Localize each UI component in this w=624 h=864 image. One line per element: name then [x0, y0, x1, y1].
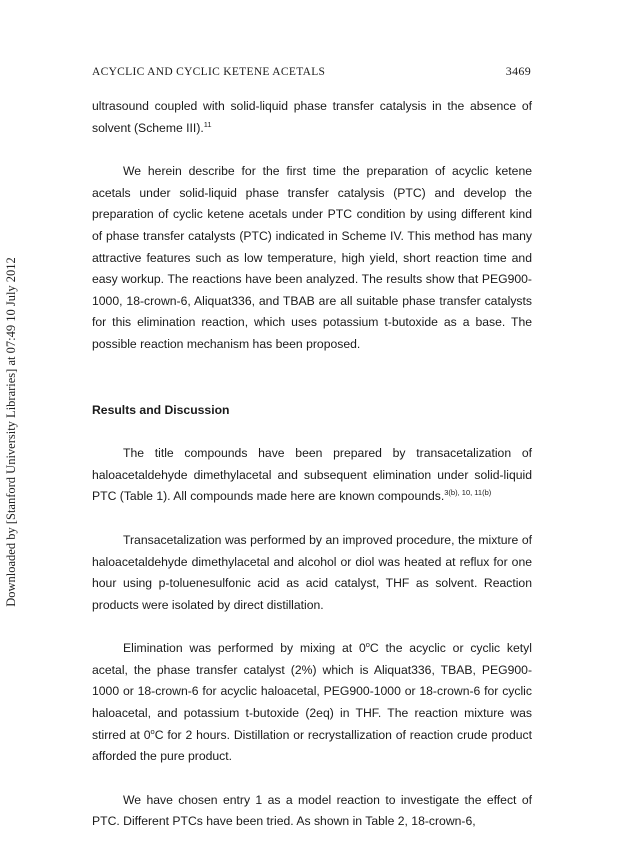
title-compounds-text: The title compounds have been prepared by transacetalization of haloacetaldehyde dimethylacetal and subsequent elimination under solid-liquid PTC (Table 1). All compounds made here are known compounds.: [92, 446, 532, 504]
article-body: [92, 96, 532, 833]
intro-paragraph: [92, 96, 532, 139]
degree-mark: o: [150, 726, 155, 736]
elim-text-c: C for 2 hours. Distillation or recrystallization of reaction crude product afforded the pure product.: [92, 727, 533, 764]
transacetalization-paragraph: Transacetalization was performed by an improved procedure, the mixture of haloacetaldehyde dimethylacetal and alcohol or diol was heated at reflux for one hour using p-toluenesulfonic acid as acid catalyst, THF as solvent. Reaction products were isolated by direct distillation.: [92, 532, 532, 612]
download-watermark: Downloaded by [Stanford University Libraries] at 07:49 10 July 2012: [4, 257, 18, 607]
running-header: [92, 64, 531, 79]
section-heading: Results and Discussion: [92, 402, 230, 417]
elim-text-b: C the acyclic or cyclic ketyl acetal, the phase transfer catalyst (2%) which is Aliquat336, TBAB, PEG900-1000 or 18-crown-6 for acyclic haloacetal, PEG900-1000 or 18-crown-6 for cyclic haloacetal, and potassium t-butoxide (2eq) in THF. The reaction mixture was stirred at 0: [92, 641, 532, 742]
describe-paragraph: We herein describe for the first time the preparation of acyclic ketene acetals under solid-liquid phase transfer catalysis (PTC) and develop the preparation of cyclic ketene acetals under PTC condition by using different kind of phase transfer catalysts (PTC) indicated in Scheme IV. This method has many attractive features such as low temperature, high yield, short reaction time and easy workup. The reactions have been analyzed. The results show that PEG900-1000, 18-crown-6, Aliquat336, and TBAB are all suitable phase transfer catalysts for this elimination reaction, which uses potassium t-butoxide as a base. The possible reaction mechanism has been proposed.: [92, 164, 532, 351]
degree-mark: o: [365, 640, 370, 650]
elimination-paragraph: [92, 638, 532, 768]
running-title: ACYCLIC AND CYCLIC KETENE ACETALS: [92, 66, 326, 78]
elim-text-a: Elimination was performed by mixing at 0: [123, 641, 366, 656]
intro-text: ultrasound coupled with solid-liquid phase transfer catalysis in the absence of solvent (Scheme III).: [92, 99, 532, 135]
title-compounds-paragraph: [92, 443, 532, 508]
title-compounds-citation: 3(b), 10, 11(b): [444, 488, 492, 498]
intro-citation: 11: [203, 119, 212, 129]
model-reaction-paragraph: We have chosen entry 1 as a model reaction to investigate the effect of PTC. Different PTCs have been tried. As shown in Table 2, 18-crown-6,: [92, 792, 532, 829]
page-number: 3469: [505, 64, 531, 78]
